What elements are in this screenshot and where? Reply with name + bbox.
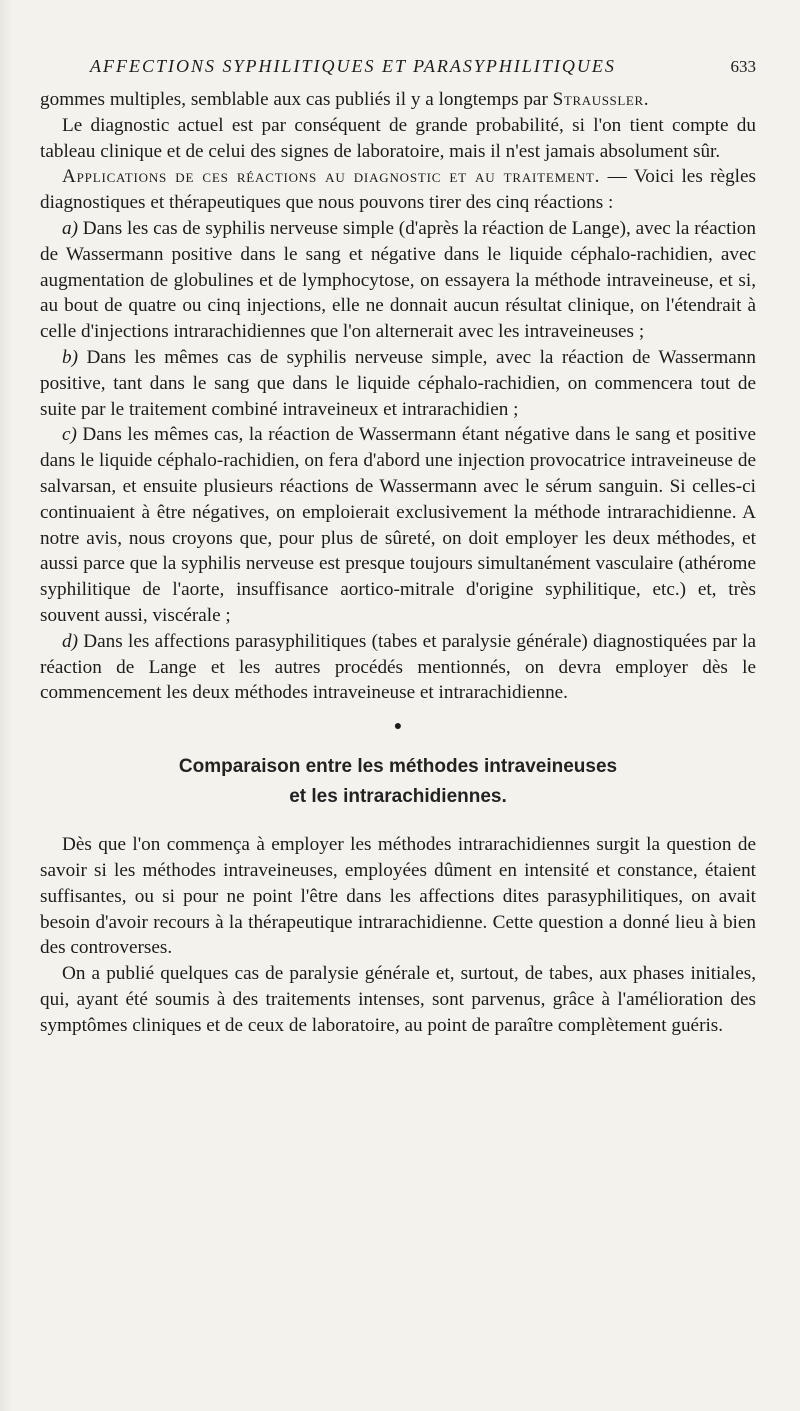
subsection-paragraph-2: On a publié quelques cas de paralysie générale et, surtout, de tabes, aux phases initiales, qui, ayant été soumis à des traitements intenses, sont parvenus, grâce à l'amélioration des symptômes cliniques et de ceux de laboratoire, au point de paraître complètement guéris. [40, 963, 756, 1036]
page-number: 633 [730, 57, 756, 76]
item-c-text: Dans les mêmes cas, la réaction de Wassermann étant négative dans le sang et positive dans le liquide céphalo-rachidien, on fera d'abord une injection provocatrice intraveineuse de salvarsan, et ensuite plusieurs réactions de Wassermann avec le sérum sanguin. Si celles-ci continuaient à être négatives, on emploierait exclusivement la méthode intrarachidienne. A notre avis, nous croyons que, pour plus de sûreté, on doit employer les deux méthodes, et aussi parce que la syphilis nerveuse est presque toujours simultanément vasculaire (athérome syphilitique de l'aorte, insuffisance aortico-mitrale d'origine syphilitique, etc.) et, très souvent aussi, viscérale ; [40, 424, 756, 626]
item-a-text: Dans les cas de syphilis nerveuse simple (d'après la réaction de Lange), avec la réaction de Wassermann positive dans le sang et négative dans le liquide céphalo-rachidien, avec augmentation de globulines et de lymphocytose, on essayera la méthode intraveineuse, et si, au bout de quatre ou cinq injections, elle ne donnait aucun résultat clinique, on l'étendrait à celle d'injections intrarachidiennes que l'on alternerait avec les intraveineuses ; [40, 217, 756, 343]
author-name: Straussler [552, 89, 644, 110]
item-b [40, 345, 756, 422]
item-a [40, 216, 756, 345]
item-b-label: b) [62, 346, 78, 368]
paragraph-continuation [40, 87, 756, 113]
item-a-label: a) [62, 217, 78, 239]
paragraph-end: . [643, 89, 649, 110]
section-text: Voici les règles diagnostiques et thérapeutiques que nous pouvons tirer des cinq réactions : [40, 166, 756, 214]
item-c-label: c) [62, 424, 77, 446]
section-dash: — [600, 166, 634, 188]
scan-edge-shadow [0, 0, 12, 1411]
main-text [40, 87, 756, 1039]
item-d-text: Dans les affections parasyphilitiques (tabes et paralysie générale) diagnostiquées par la réaction de Lange et les autres procédés mentionnés, on devra employer dès le commencement les deux méthodes intraveineuse et intrarachidienne. [40, 630, 756, 704]
section-separator-dot: ● [393, 719, 403, 735]
subsection-paragraph-1: Dès que l'on commença à employer les méthodes intrarachidiennes surgit la question de savoir si les méthodes intraveineuses, employées dûment en intensité et constance, étaient suffisantes, ou si pour ne point l'être dans les affections dites parasyphilitiques, on avait besoin d'avoir recours à la thérapeutique intrarachidienne. Cette question a donné lieu à bien des controverses. [40, 834, 756, 959]
item-d [40, 629, 756, 706]
section-heading: Applications de ces réactions au diagnostic et au traitement. [62, 166, 601, 188]
item-c [40, 422, 756, 628]
paragraph-text: gommes multiples, semblable aux cas publiés il y a longtemps par [40, 89, 553, 110]
subsection-title-line2: et les intrarachidiennes. [289, 786, 507, 808]
subsection-title [40, 752, 756, 812]
item-d-label: d) [62, 630, 78, 652]
section-paragraph [40, 164, 756, 216]
running-header [40, 56, 756, 77]
subsection-title-line1: Comparaison entre les méthodes intraveineuses [178, 756, 618, 778]
running-title: AFFECTIONS SYPHILITIQUES ET PARASYPHILITIQUES [90, 56, 616, 76]
item-b-text: Dans les mêmes cas de syphilis nerveuse simple, avec la réaction de Wassermann positive, tant dans le sang que dans le liquide céphalo-rachidien, on commencera tout de suite par le traitement combiné intraveineux et intrarachidien ; [40, 346, 756, 420]
paragraph-diagnostic: Le diagnostic actuel est par conséquent de grande probabilité, si l'on tient compte du tableau clinique et de celui des signes de laboratoire, mais il n'est jamais absolument sûr. [40, 114, 756, 162]
